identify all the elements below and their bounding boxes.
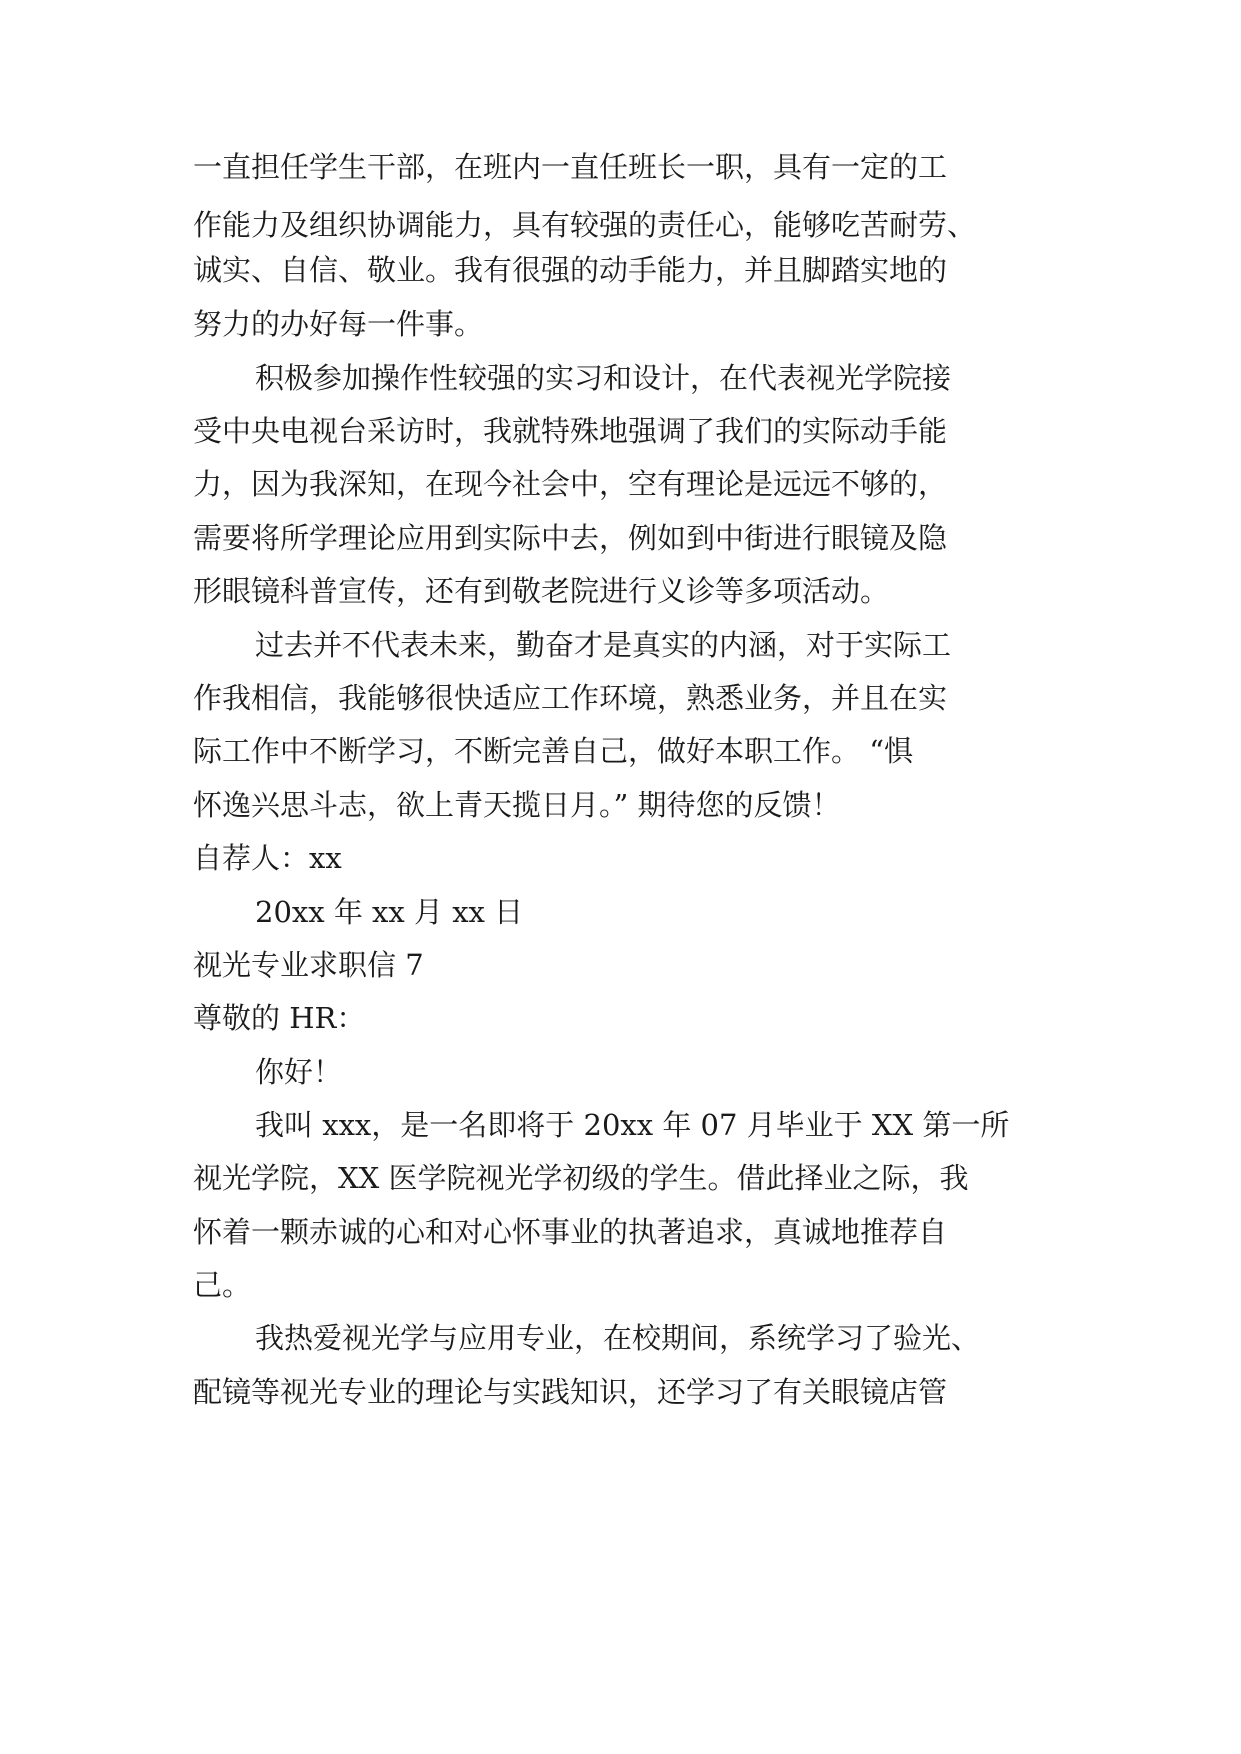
text-line: 受中央电视台采访时，我就特殊地强调了我们的实际动手能 [193, 414, 948, 448]
text-line: 过去并不代表未来，勤奋才是真实的内涵，对于实际工 [255, 628, 952, 662]
greeting: 你好！ [255, 1055, 343, 1089]
text-line: 需要将所学理论应用到实际中去，例如到中街进行眼镜及隐 [193, 521, 948, 555]
text-line: 诚实、自信、敬业。我有很强的动手能力，并且脚踏实地的 [193, 253, 948, 287]
text-line: 己。 [193, 1268, 252, 1302]
text-line: 怀逸兴思斗志，欲上青天揽日月。” 期待您的反馈！ [193, 788, 841, 822]
date-line: 20xx 年 xx 月 xx 日 [255, 895, 524, 929]
salutation: 尊敬的 HR： [193, 1001, 366, 1035]
text-line: 力，因为我深知，在现今社会中，空有理论是远远不够的， [193, 467, 948, 501]
text-line: 形眼镜科普宣传，还有到敬老院进行义诊等多项活动。 [193, 574, 890, 608]
text-line: 配镜等视光专业的理论与实践知识，还学习了有关眼镜店管 [193, 1375, 948, 1409]
text-line: 努力的办好每一件事。 [193, 307, 484, 341]
text-line: 际工作中不断学习，不断完善自己，做好本职工作。 “惧 [193, 734, 914, 768]
text-line: 一直担任学生干部，在班内一直任班长一职，具有一定的工 [193, 150, 948, 184]
text-line: 怀着一颗赤诚的心和对心怀事业的执著追求，真诚地推荐自 [193, 1215, 948, 1249]
text-line: 积极参加操作性较强的实习和设计，在代表视光学院接 [255, 361, 952, 395]
text-line: 作能力及组织协调能力，具有较强的责任心，能够吃苦耐劳、 [193, 208, 977, 242]
text-line: 作我相信，我能够很快适应工作环境，熟悉业务，并且在实 [193, 681, 948, 715]
letter-title: 视光专业求职信 7 [193, 948, 424, 982]
text-line: 视光学院，XX 医学院视光学初级的学生。借此择业之际，我 [193, 1161, 969, 1195]
text-line: 我叫 xxx，是一名即将于 20xx 年 07 月毕业于 XX 第一所 [255, 1108, 1010, 1142]
signature-line: 自荐人：xx [193, 841, 342, 875]
text-line: 我热爱视光学与应用专业，在校期间，系统学习了验光、 [255, 1321, 981, 1355]
